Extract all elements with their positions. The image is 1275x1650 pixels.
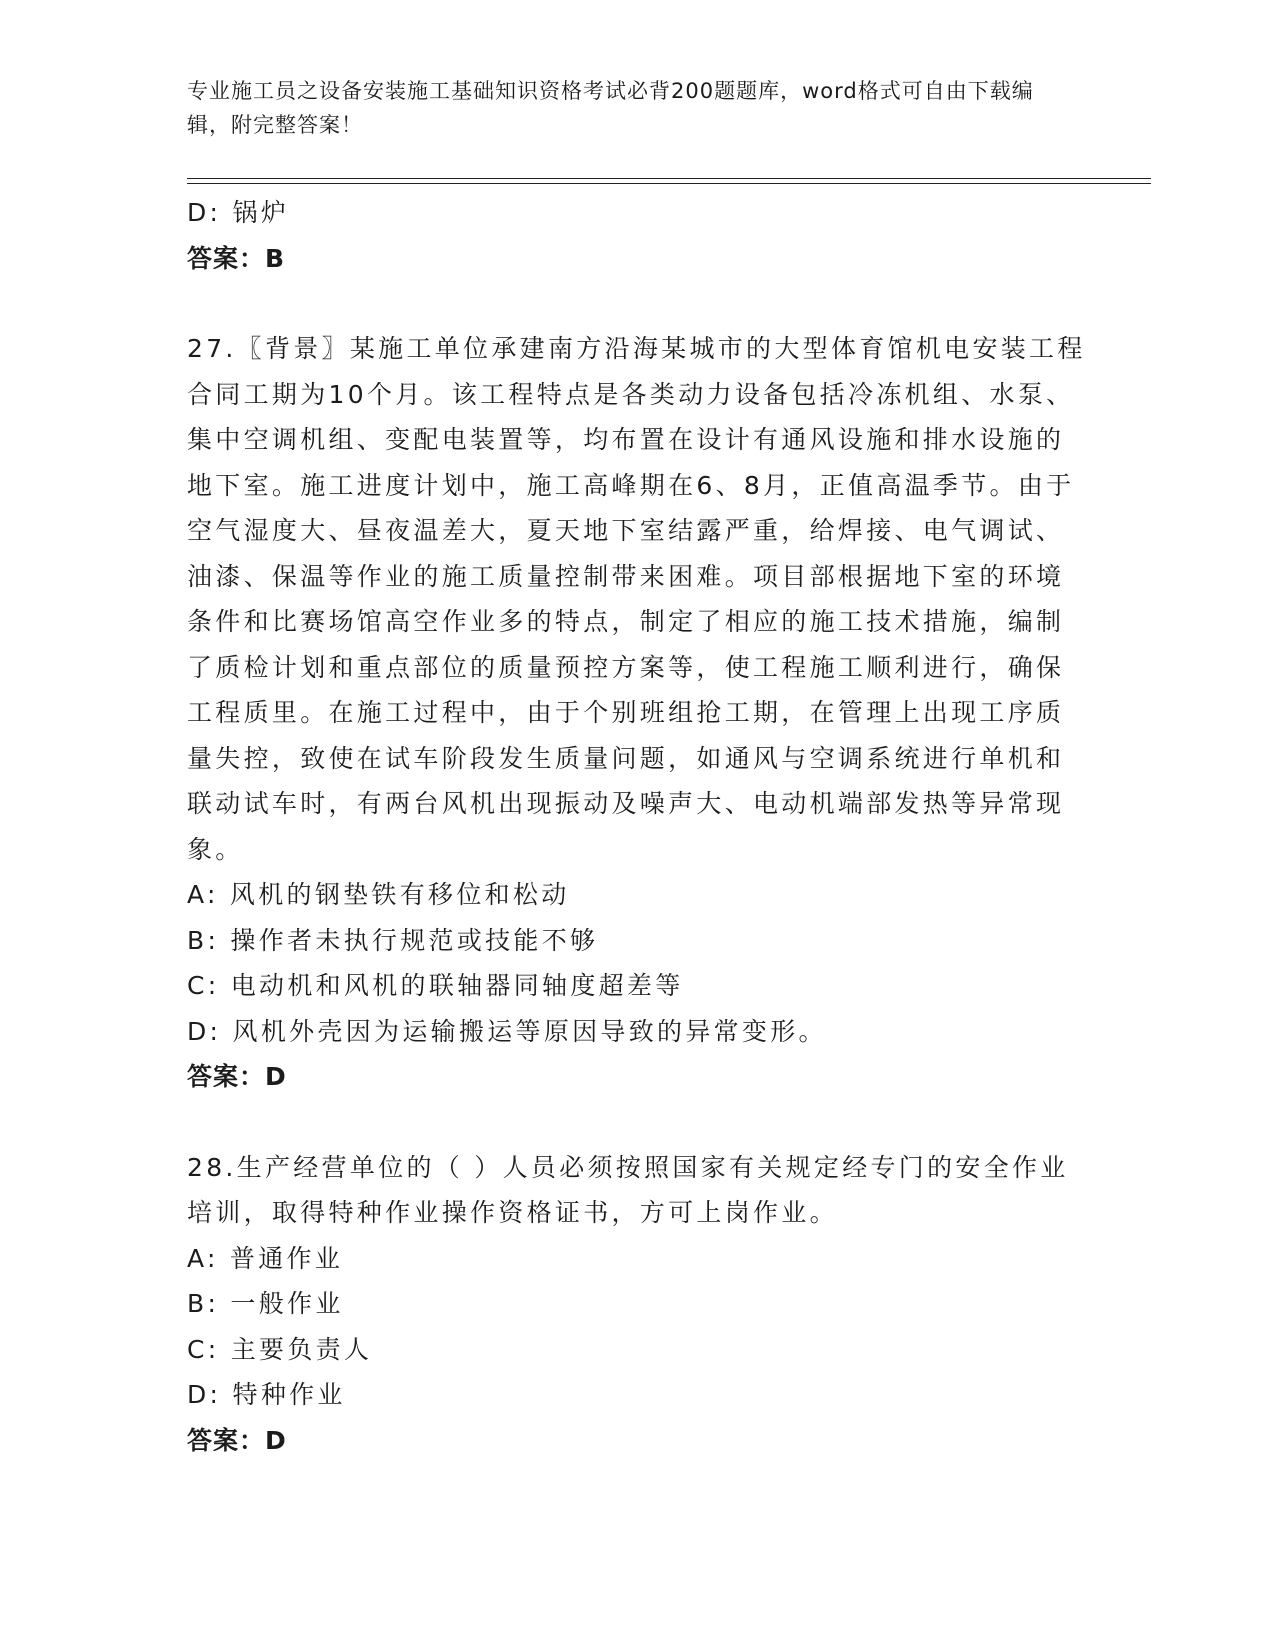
- question-27-option-b: B: 操作者未执行规范或技能不够: [187, 925, 599, 955]
- question-27-option-c: C: 电动机和风机的联轴器同轴度超差等: [187, 971, 684, 1000]
- header-divider-top: [187, 178, 1151, 179]
- question-28-option-c: C: 主要负责人: [187, 1334, 373, 1364]
- document-header: 专业施工员之设备安装施工基础知识资格考试必背200题题库，word格式可自由下载编辑，附完整答案！: [187, 79, 1034, 137]
- spacer: [187, 281, 1087, 326]
- question-27-stem: 27.〖背景〗某施工单位承建南方沿海某城市的大型体育馆机电安装工程合同工期为10个月。该工程特点是各类动力设备包括冷冻机组、水泵、集中空调机组、变配电装置等，均布置在设计有通风设施和排水设施的地下室。施工进度计划中，施工高峰期在6、8月，正值高温季节。由于空气湿度大、昼夜温差大，夏天地下室结露严重，给焊接、电气调试、油漆、保温等作业的施工质量控制带来困难。项目部根据地下室的环境条件和比赛场馆高空作业多的特点，制定了相应的施工技术措施，编制了质检计划和重点部位的质量预控方案等，使工程施工顺利进行，确保工程质里。在施工过程中，由于个别班组抢工期，在管理上出现工序质量失控，致使在试车阶段发生质量问题，如通风与空调系统进行单机和联动试车时，有两台风机出现振动及噪声大、电动机端部发热等异常现象。: [187, 334, 1086, 864]
- question-27-option-d: D: 风机外壳因为运输搬运等原因导致的异常变形。: [187, 1016, 827, 1046]
- question-28-option-b: B: 一般作业: [187, 1289, 344, 1318]
- document-body: [187, 190, 1087, 1463]
- prev-question-option-d: D: 锅炉: [187, 198, 290, 227]
- question-28-option-a: A: 普通作业: [187, 1243, 344, 1273]
- question-27-answer: 答案：D: [187, 1062, 287, 1091]
- question-28-stem: 28.生产经营单位的（ ）人员必须按照国家有关规定经专门的安全作业培训，取得特种作业操作资格证书，方可上岗作业。: [187, 1152, 1069, 1227]
- question-28-option-d: D: 特种作业: [187, 1380, 346, 1409]
- spacer: [187, 1100, 1087, 1145]
- prev-question-answer: 答案：B: [187, 243, 286, 273]
- question-27-option-a: A: 风机的钢垫铁有移位和松动: [187, 880, 570, 909]
- header-divider-bottom: [187, 183, 1151, 184]
- question-28-answer: 答案：D: [187, 1425, 287, 1455]
